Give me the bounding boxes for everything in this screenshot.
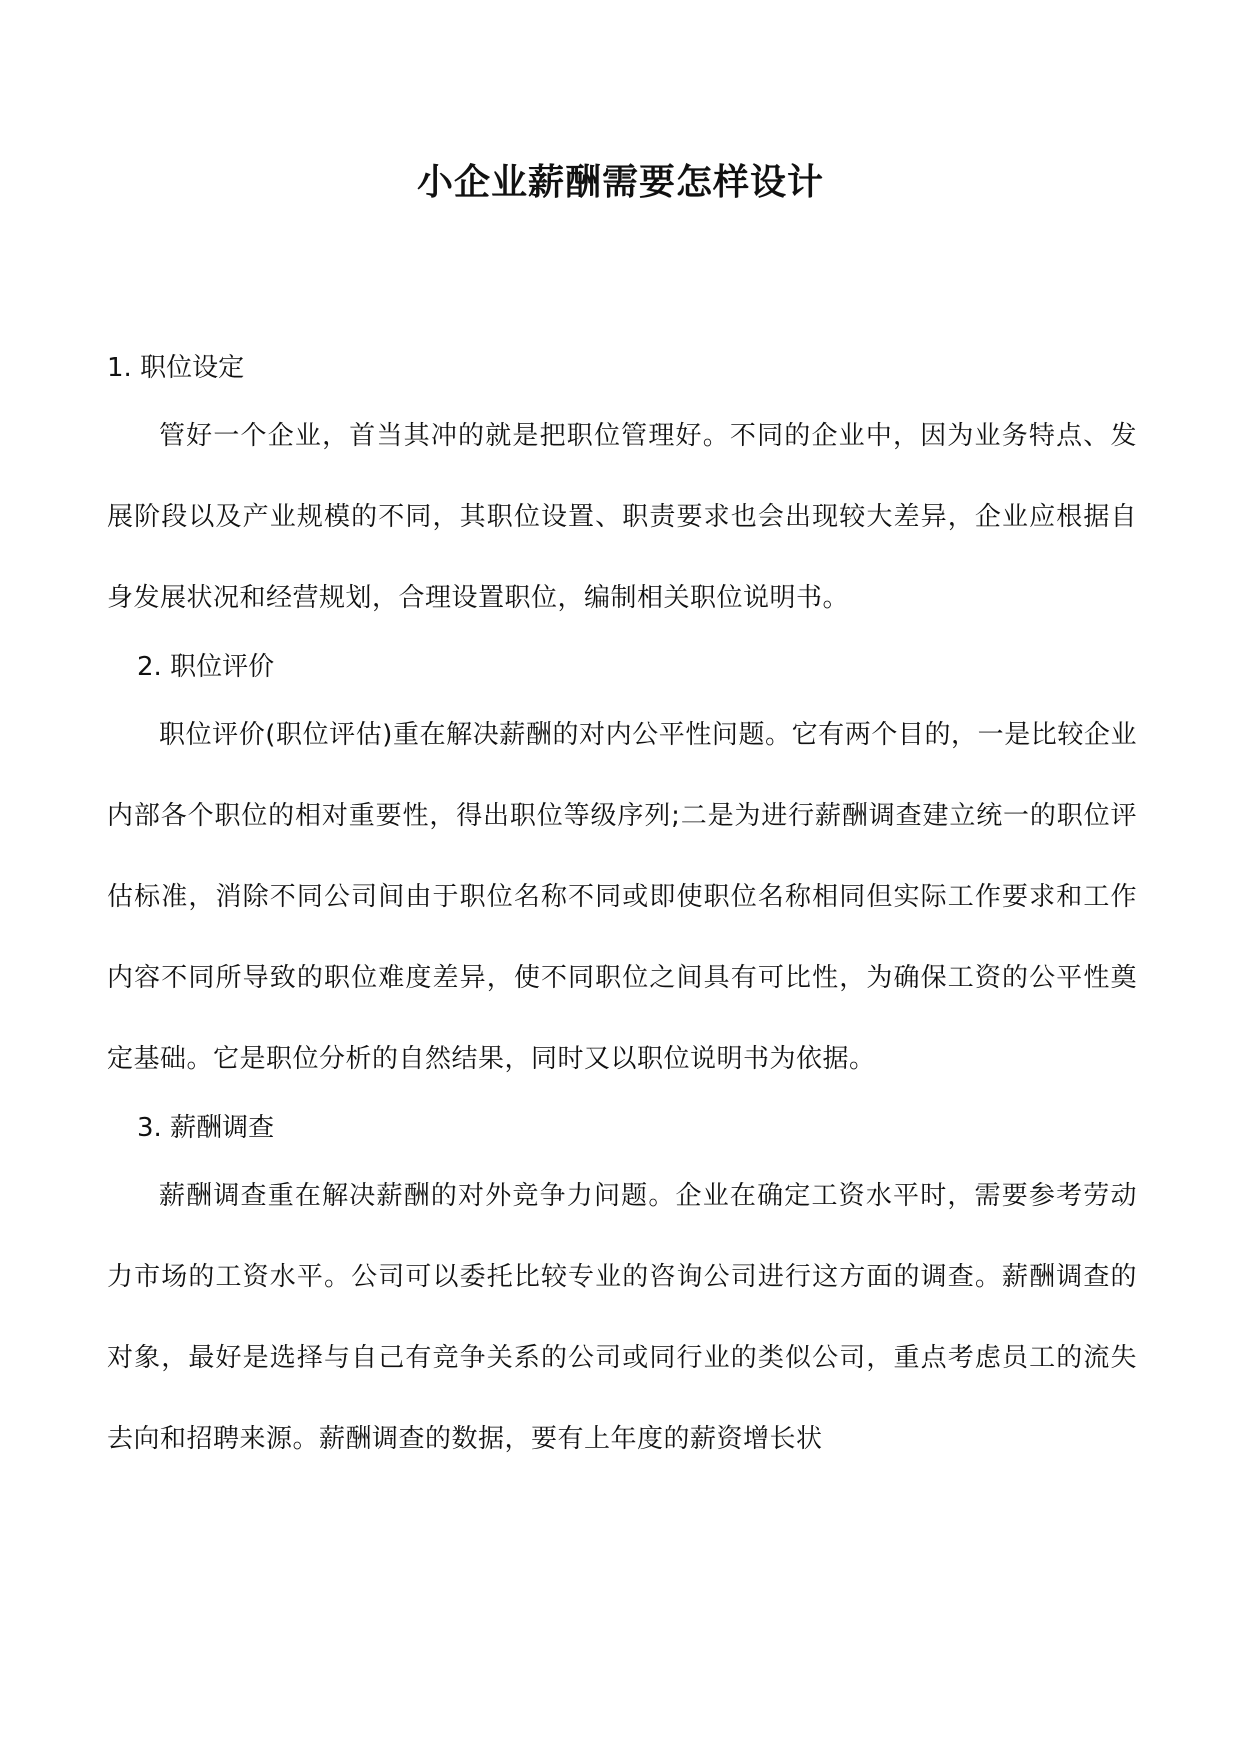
section-paragraph: 薪酬调查重在解决薪酬的对外竞争力问题。企业在确定工资水平时，需要参考劳动力市场的工资水平。公司可以委托比较专业的咨询公司进行这方面的调查。薪酬调查的对象，最好是选择与自己有竞争关系的公司或同行业的类似公司，重点考虑员工的流失去向和招聘来源。薪酬调查的数据，要有上年度的薪资增长状 (107, 1181, 1137, 1454)
document-title: 小企业薪酬需要怎样设计 (416, 161, 824, 203)
section-heading: 2. 职位评价 (137, 652, 275, 682)
section-heading: 1. 职位设定 (107, 353, 245, 383)
section-paragraph: 职位评价(职位评估)重在解决薪酬的对内公平性问题。它有两个目的，一是比较企业内部各个职位的相对重要性，得出职位等级序列;二是为进行薪酬调查建立统一的职位评估标准，消除不同公司间由于职位名称不同或即使职位名称相同但实际工作要求和工作内容不同所导致的职位难度差异，使不同职位之间具有可比性，为确保工资的公平性奠定基础。它是职位分析的自然结果，同时又以职位说明书为依据。 (107, 720, 1137, 1074)
section-heading: 3. 薪酬调查 (137, 1113, 275, 1143)
section-position-evaluation (107, 639, 1137, 1100)
section-salary-survey (107, 1100, 1137, 1480)
section-paragraph: 管好一个企业，首当其冲的就是把职位管理好。不同的企业中，因为业务特点、发展阶段以及产业规模的不同，其职位设置、职责要求也会出现较大差异，企业应根据自身发展状况和经营规划，合理设置职位，编制相关职位说明书。 (107, 421, 1137, 613)
document-body (107, 340, 1137, 1480)
section-position-setting (107, 340, 1137, 639)
